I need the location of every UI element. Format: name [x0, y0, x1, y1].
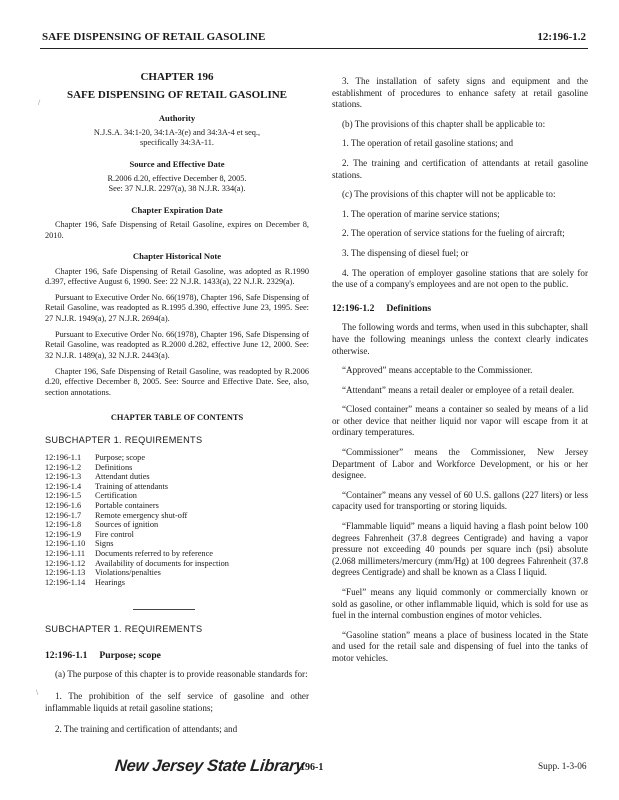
- definition: “Approved” means acceptable to the Commissioner.: [342, 365, 533, 376]
- toc-item-number: 12:196-1.9: [45, 529, 82, 539]
- source-text: R.2006 d.20, effective December 8, 2005. See: 37 N.J.R. 2297(a), 38 N.J.R. 334(a).: [107, 173, 247, 194]
- definition: “Gasoline station” means a place of business located in the State and used for the retail sale and dispensing of fuel into the tanks of motor vehicles.: [332, 629, 588, 663]
- list-item: 2. The training and certification of attendants at retail gasoline stations.: [332, 157, 588, 180]
- toc-item-title: Availability of documents for inspection: [95, 558, 229, 568]
- expiration-heading: Chapter Expiration Date: [131, 204, 223, 215]
- definitions-list: [332, 365, 588, 664]
- toc-item-number: 12:196-1.7: [45, 510, 82, 520]
- definition: “Flammable liquid” means a liquid having a flash point below 100 degrees Fahrenheit (37.8 degrees Centigrade) and having a vapor pressure not exceeding 40 pounds per square inch (psi) absolute (2.068 millimeters/mercury (mm/Hg) at 100 degrees Fahrenheit (37.8 degrees Centigrade) and shall be known as a Class I liquid.: [332, 521, 588, 578]
- running-header: [40, 18, 588, 49]
- page-footer: [0, 750, 619, 790]
- subchapter-heading-2: SUBCHAPTER 1. REQUIREMENTS: [45, 624, 203, 635]
- supplement-date: Supp. 1-3-06: [538, 762, 587, 772]
- toc-item: [45, 520, 309, 530]
- toc-item-title: Portable containers: [95, 500, 159, 510]
- expiration-text: Chapter 196, Safe Dispensing of Retail Gasoline, expires on December 8, 2010.: [45, 220, 309, 240]
- toc-item-title: Certification: [95, 491, 137, 501]
- running-header-section: 12:196-1.2: [537, 31, 586, 43]
- toc-item-number: 12:196-1.11: [45, 548, 86, 558]
- toc-item-number: 12:196-1.2: [45, 462, 82, 472]
- toc-item-number: 12:196-1.8: [45, 520, 82, 530]
- library-logo: New Jersey State Library: [114, 757, 306, 775]
- historical-note: Pursuant to Executive Order No. 66(1978), Chapter 196, Safe Dispensing of Retail Gasoline, was readopted as R.1995 d.390, effective June 23, 1995. See: 27 N.J.R. 1949(a), 27 N.J.R. 2694(a).: [45, 293, 309, 323]
- toc-item: [45, 530, 309, 540]
- toc-item-title: Documents referred to by reference: [95, 548, 213, 558]
- margin-mark: \: [36, 688, 39, 697]
- toc-item-number: 12:196-1.13: [45, 568, 86, 578]
- toc-item: [45, 559, 309, 569]
- table-of-contents: [45, 453, 309, 587]
- chapter-title: SAFE DISPENSING OF RETAIL GASOLINE: [66, 88, 288, 101]
- historical-note: Pursuant to Executive Order No. 66(1978), Chapter 196, Safe Dispensing of Retail Gasoline, was readopted as R.2000 d.282, effective June 12, 2000. See: 32 N.J.R. 1489(a), 32 N.J.R. 2443(a).: [45, 330, 309, 360]
- running-header-title: SAFE DISPENSING OF RETAIL GASOLINE: [42, 31, 266, 43]
- definition: “Closed container” means a container so sealed by means of a lid or other device that neither liquid nor vapor will escape from it at ordinary temperatures.: [332, 404, 588, 438]
- list-item: 3. The dispensing of diesel fuel; or: [342, 247, 469, 258]
- historical-note: Chapter 196, Safe Dispensing of Retail Gasoline, was readopted by R.2006 d.20, effective December 8, 2005. See: Source and Effective Date. See, also, section annotations.: [45, 366, 309, 397]
- toc-item-title: Hearings: [95, 577, 125, 587]
- toc-item: [45, 472, 309, 482]
- paragraph: (a) The purpose of this chapter is to provide reasonable standards for:: [55, 669, 308, 680]
- toc-item-number: 12:196-1.1: [45, 452, 82, 462]
- toc-item: [45, 549, 309, 559]
- list-item: 3. The installation of safety signs and equipment and the establishment of procedures to enhance safety at retail gasoline stations.: [332, 76, 588, 110]
- toc-item: [45, 578, 309, 588]
- toc-item-number: 12:196-1.10: [45, 539, 86, 549]
- historical-note: Chapter 196, Safe Dispensing of Retail Gasoline, was adopted as R.1990 d.397, effective August 6, 1990. See: 22 N.J.R. 1433(a), 22 N.J.R. 2329(a).: [45, 266, 309, 286]
- list-item: 1. The prohibition of the self service of gasoline and other inflammable liquids at retail gasoline stations;: [45, 691, 309, 713]
- page-number: 196-1: [300, 762, 324, 773]
- section-title: Definitions: [386, 302, 432, 314]
- section-title: Purpose; scope: [99, 649, 161, 661]
- toc-item-number: 12:196-1.5: [45, 491, 82, 501]
- list-item: 4. The operation of employer gasoline stations that are solely for the use of a company's employees and are not open to the public.: [332, 267, 588, 290]
- toc-item-title: Purpose; scope: [95, 452, 146, 462]
- definition: “Attendant” means a retail dealer or employee of a retail dealer.: [342, 384, 575, 395]
- authority-heading: Authority: [158, 113, 196, 124]
- toc-item-number: 12:196-1.12: [45, 558, 86, 568]
- toc-item: [45, 501, 309, 511]
- paragraph: The following words and terms, when used in this subchapter, shall have the following meanings unless the context clearly indicates otherwise.: [332, 322, 588, 356]
- toc-item: [45, 482, 309, 492]
- toc-item-number: 12:196-1.3: [45, 472, 82, 482]
- list-item: 1. The operation of marine service stations;: [342, 208, 500, 219]
- section-heading: [332, 303, 588, 315]
- definition: “Container” means any vessel of 60 U.S. gallons (227 liters) or less capacity used for transporting or storing liquids.: [332, 489, 588, 512]
- authority-text: N.J.S.A. 34:1-20, 34:1A-3(e) and 34:3A-4 et seq., specifically 34:3A-11.: [93, 127, 261, 148]
- paragraph: (b) The provisions of this chapter shall be applicable to:: [342, 118, 546, 129]
- toc-item-title: Signs: [95, 539, 114, 549]
- list-item: 2. The operation of service stations for the fueling of aircraft;: [342, 228, 565, 239]
- margin-mark: /: [38, 98, 41, 107]
- divider: [133, 609, 195, 610]
- toc-item-title: Violations/penalties: [95, 568, 161, 578]
- toc-heading: CHAPTER TABLE OF CONTENTS: [110, 412, 244, 422]
- toc-item: [45, 511, 309, 521]
- toc-item-number: 12:196-1.14: [45, 577, 86, 587]
- source-heading: Source and Effective Date: [129, 158, 225, 169]
- definition: “Fuel” means any liquid commonly or commercially known or sold as gasoline, or other inflammable liquid, which is sold for use as fuel in the internal combustion engines of motor vehicles.: [332, 587, 588, 621]
- toc-item-title: Sources of ignition: [95, 520, 159, 530]
- toc-item-title: Attendant duties: [95, 472, 150, 482]
- definition: “Commissioner” means the Commissioner, New Jersey Department of Labor and Workforce Development, or his or her designee.: [332, 447, 588, 481]
- toc-item-number: 12:196-1.4: [45, 481, 82, 491]
- toc-item-title: Definitions: [95, 462, 133, 472]
- toc-item: [45, 453, 309, 463]
- chapter-number: CHAPTER 196: [140, 71, 214, 83]
- toc-item: [45, 463, 309, 473]
- toc-item: [45, 491, 309, 501]
- toc-item-title: Remote emergency shut-off: [95, 510, 188, 520]
- toc-item-number: 12:196-1.6: [45, 500, 82, 510]
- subchapter-heading: SUBCHAPTER 1. REQUIREMENTS: [45, 435, 203, 446]
- toc-item-title: Training of attendants: [95, 481, 168, 491]
- toc-item: [45, 539, 309, 549]
- right-column: [332, 70, 588, 665]
- historical-note-heading: Chapter Historical Note: [132, 250, 222, 261]
- left-column: [45, 70, 309, 736]
- list-item: 1. The operation of retail gasoline stations; and: [342, 138, 514, 149]
- paragraph: (c) The provisions of this chapter will not be applicable to:: [342, 189, 556, 200]
- section-heading: [45, 650, 309, 662]
- list-item: 2. The training and certification of attendants; and: [55, 724, 238, 735]
- toc-item-title: Fire control: [95, 529, 134, 539]
- toc-item: [45, 568, 309, 578]
- section-number: 12:196-1.2: [332, 302, 375, 314]
- section-number: 12:196-1.1: [45, 649, 88, 661]
